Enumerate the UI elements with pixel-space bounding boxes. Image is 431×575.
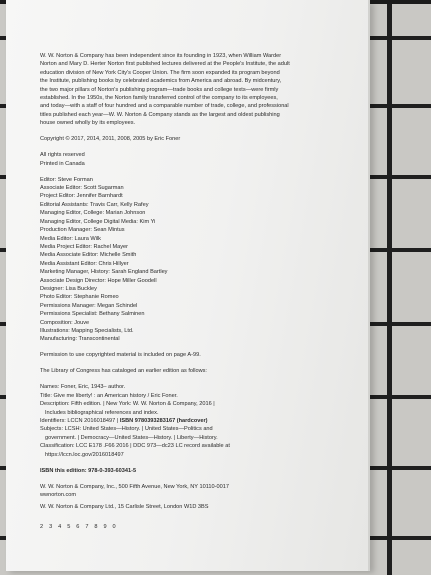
credit-item: Manufacturing: Transcontinental — [40, 336, 120, 343]
cip-description-cont: Includes bibliographical references and index. — [45, 409, 159, 416]
history-line: titles published each year—W. W. Norton & Company stands as the largest and oldest publishing — [40, 111, 280, 118]
history-line: the Institute, publishing books by celebrated academics from America and abroad. By midcentury, — [40, 78, 282, 85]
credit-item: Media Assistant Editor: Chris Hillyer — [40, 260, 129, 267]
printing-line: 2 3 4 5 6 7 8 9 0 — [40, 524, 118, 531]
credit-item: Production Manager: Sean Mintus — [40, 227, 125, 234]
credit-item: Associate Design Director: Hope Miller Goodell — [40, 277, 157, 284]
history-line: W. W. Norton & Company has been independent since its founding in 1923, when William Warder — [40, 53, 282, 59]
credit-item: Project Editor: Jennifer Barnhardt — [40, 193, 123, 200]
cip-subjects: Subjects: LCSH: United States—History. | United States—Politics and — [40, 426, 213, 433]
permission-note: Permission to use copyrighted material is included on page A-99. — [40, 352, 201, 359]
printed-in-line: Printed in Canada — [40, 160, 85, 167]
cip-block — [40, 383, 336, 459]
cip-subjects-cont: government. | Democracy—United States—History. | Liberty—History. — [45, 434, 218, 441]
credit-item: Permissions Manager: Megan Schindel — [40, 302, 138, 309]
cip-record-url: https://lccn.loc.gov/2016018497 — [45, 451, 124, 458]
cip-classification: Classification: LCC E178 .F66 2016 | DDC 973—dc23 LC record available at — [40, 443, 230, 450]
history-paragraph — [40, 52, 336, 128]
credit-item: Permissions Specialist: Bethany Salminen — [40, 311, 145, 318]
credits-list — [40, 176, 336, 344]
cip-identifiers-lccn: Identifiers: LCCN 2016018497 | — [40, 418, 120, 424]
copyright-line: Copyright © 2017, 2014, 2011, 2008, 2005 by Eric Foner — [40, 136, 181, 143]
credit-item: Managing Editor, College Digital Media: Kim Yi — [40, 218, 156, 225]
credit-item: Media Project Editor: Rachel Mayer — [40, 243, 128, 250]
credit-item: Composition: Jouve — [40, 319, 90, 326]
credit-item: Editorial Assistants: Travis Carr, Kelly Rafey — [40, 201, 149, 208]
cip-title: Title: Give me liberty! : an American history / Eric Foner. — [40, 392, 178, 399]
history-line: and today—with a staff of four hundred and a comparable number of trade, college, and professional — [40, 103, 289, 110]
history-line: the two major pillars of Norton's publishing program—trade books and college texts—were firmly — [40, 86, 279, 93]
cip-identifiers — [40, 417, 336, 425]
cip-names: Names: Foner, Eric, 1943– author. — [40, 384, 126, 391]
credit-item: Designer: Lisa Buckley — [40, 285, 97, 292]
credit-item: Media Associate Editor: Michelle Smith — [40, 252, 137, 259]
cip-description: Description: Fifth edition. | New York: W. W. Norton & Company, 2016 | — [40, 401, 215, 408]
credit-item: Editor: Steve Forman — [40, 176, 93, 183]
publisher-us-address: W. W. Norton & Company, Inc., 500 Fifth Avenue, New York, NY 10110-0017 — [40, 483, 229, 490]
publisher-website: wwnorton.com — [40, 492, 77, 499]
credit-item: Illustrations: Mapping Specialists, Ltd. — [40, 327, 134, 334]
credit-item: Marketing Manager, History: Sarah England Bartley — [40, 269, 168, 276]
loc-note: The Library of Congress has cataloged an earlier edition as follows: — [40, 368, 207, 375]
rights-line: All rights reserved — [40, 152, 85, 159]
history-line: house owned wholly by its employees. — [40, 120, 136, 127]
publisher-uk-address: W. W. Norton & Company Ltd., 15 Carlisle Street, London W1D 3BS — [40, 504, 209, 511]
isbn-edition: ISBN this edition: 978-0-393-60341-5 — [40, 467, 137, 474]
copyright-page — [6, 0, 370, 571]
cip-identifiers-isbn: ISBN 9780393283167 (hardcover) — [119, 418, 208, 424]
history-line: education division of New York City's Cooper Union. The firm soon expanded its program beyond — [40, 69, 280, 76]
credit-item: Associate Editor: Scott Sugarman — [40, 185, 124, 192]
credit-item: Managing Editor, College: Marian Johnson — [40, 210, 146, 217]
history-line: established. In the 1950s, the Norton family transferred control of the company to its employees, — [40, 95, 278, 102]
history-line: Norton and Mary D. Herter Norton first published lectures delivered at the People's Institute, the adult — [40, 61, 290, 68]
page-content — [40, 52, 336, 532]
credit-item: Media Editor: Laura Wilk — [40, 235, 101, 242]
credit-item: Photo Editor: Stephanie Romeo — [40, 294, 119, 301]
